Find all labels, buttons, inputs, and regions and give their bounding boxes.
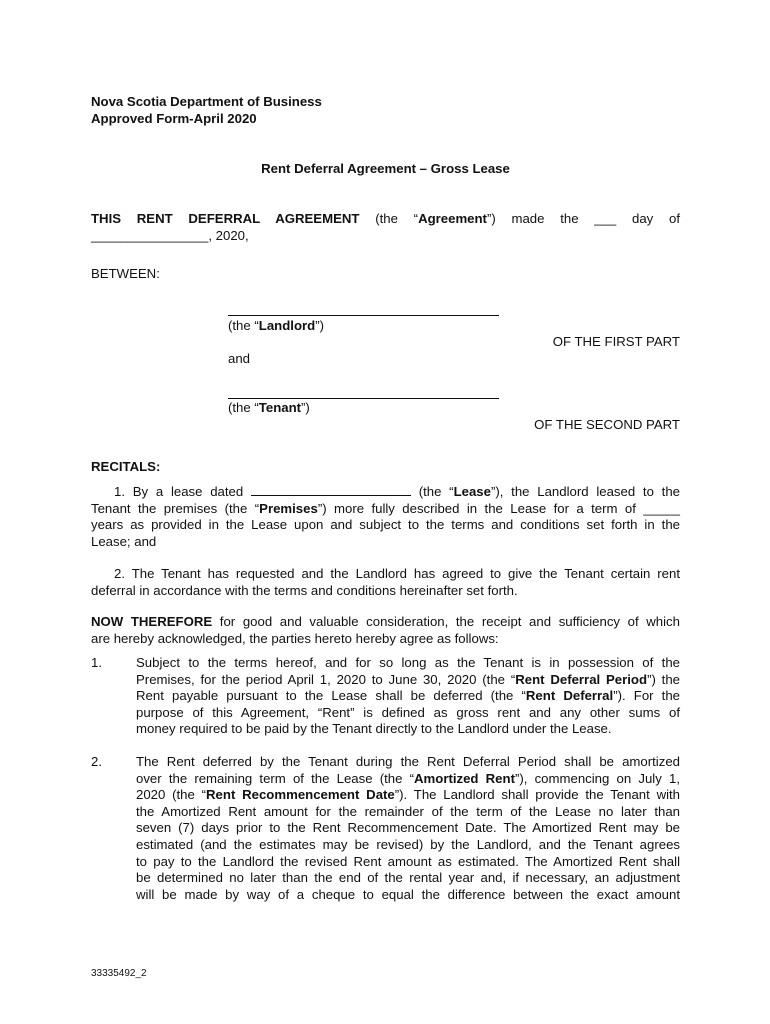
agreement-lead: THIS RENT DEFERRAL AGREEMENT <box>91 211 360 226</box>
recitals-heading: RECITALS: <box>91 459 161 474</box>
agreement-term: Agreement <box>418 211 487 226</box>
clause-2-number: 2. <box>91 754 102 769</box>
document-title: Rent Deferral Agreement – Gross Lease <box>261 161 510 176</box>
tenant-label: (the “Tenant”) <box>228 400 310 415</box>
clause-2: The Rent deferred by the Tenant during the Rent Deferral Period shall be amortized over the remaining term of the Lease (the “Amortized Rent”), commencing on July 1, 2020 (the “Rent Recommencement Date”). The Landlord shall provide the Tenant with the Amortized Rent amount for the remainder of the term of the Lease no later than seven (7) days prior to the Rent Recommencement Date. The Amortized Rent may be estimated (and the estimates may be revised) by the Landlord, and the Tenant agrees to pay to the Landlord the revised Rent amount as estimated. The Amortized Rent shall be determined no later than the end of the rental year and, if necessary, an adjustment will be made by way of a cheque to equal the difference between the exact amount <box>136 754 681 902</box>
landlord-signature-line <box>228 315 499 316</box>
first-part-label: OF THE FIRST PART <box>552 334 680 349</box>
clause-1-number: 1. <box>91 655 102 670</box>
header-department: Nova Scotia Department of Business <box>91 94 322 109</box>
document-id: 33335492_2 <box>91 968 147 979</box>
recital-1: 1. By a lease dated (the “Lease”), the Landlord leased to the Tenant the premises (the “Premises”) more fully described in the Lease for a term of _____ years as provided in the Lease upon and subject to the terms and conditions set forth in the Lease; and <box>91 484 680 549</box>
now-therefore: NOW THEREFORE for good and valuable consideration, the receipt and sufficiency of which are hereby acknowledged, the parties hereto hereby agree as follows: <box>91 614 680 646</box>
header-form-date: Approved Form-April 2020 <box>91 111 257 126</box>
recital-2: 2. The Tenant has requested and the Landlord has agreed to give the Tenant certain rent deferral in accordance with the terms and conditions hereinafter set forth. <box>91 566 680 598</box>
second-part-label: OF THE SECOND PART <box>534 417 680 432</box>
landlord-label: (the “Landlord”) <box>228 318 324 333</box>
between-label: BETWEEN: <box>91 266 160 281</box>
and-label: and <box>228 351 251 366</box>
intro-line-1: THIS RENT DEFERRAL AGREEMENT (the “Agreement”) made the ___ day of <box>91 211 680 226</box>
intro-line-2: ________________, 2020, <box>91 228 249 243</box>
tenant-signature-line <box>228 398 499 399</box>
clause-1: Subject to the terms hereof, and for so long as the Tenant is in possession of the Premises, for the period April 1, 2020 to June 30, 2020 (the “Rent Deferral Period”) the Rent payable pursuant to the Lease shall be deferred (the “Rent Deferral”). For the purpose of this Agreement, “Rent” is defined as gross rent and any other sums of money required to be paid by the Tenant directly to the Landlord under the Lease. <box>136 655 680 737</box>
lease-date-blank <box>251 483 411 496</box>
